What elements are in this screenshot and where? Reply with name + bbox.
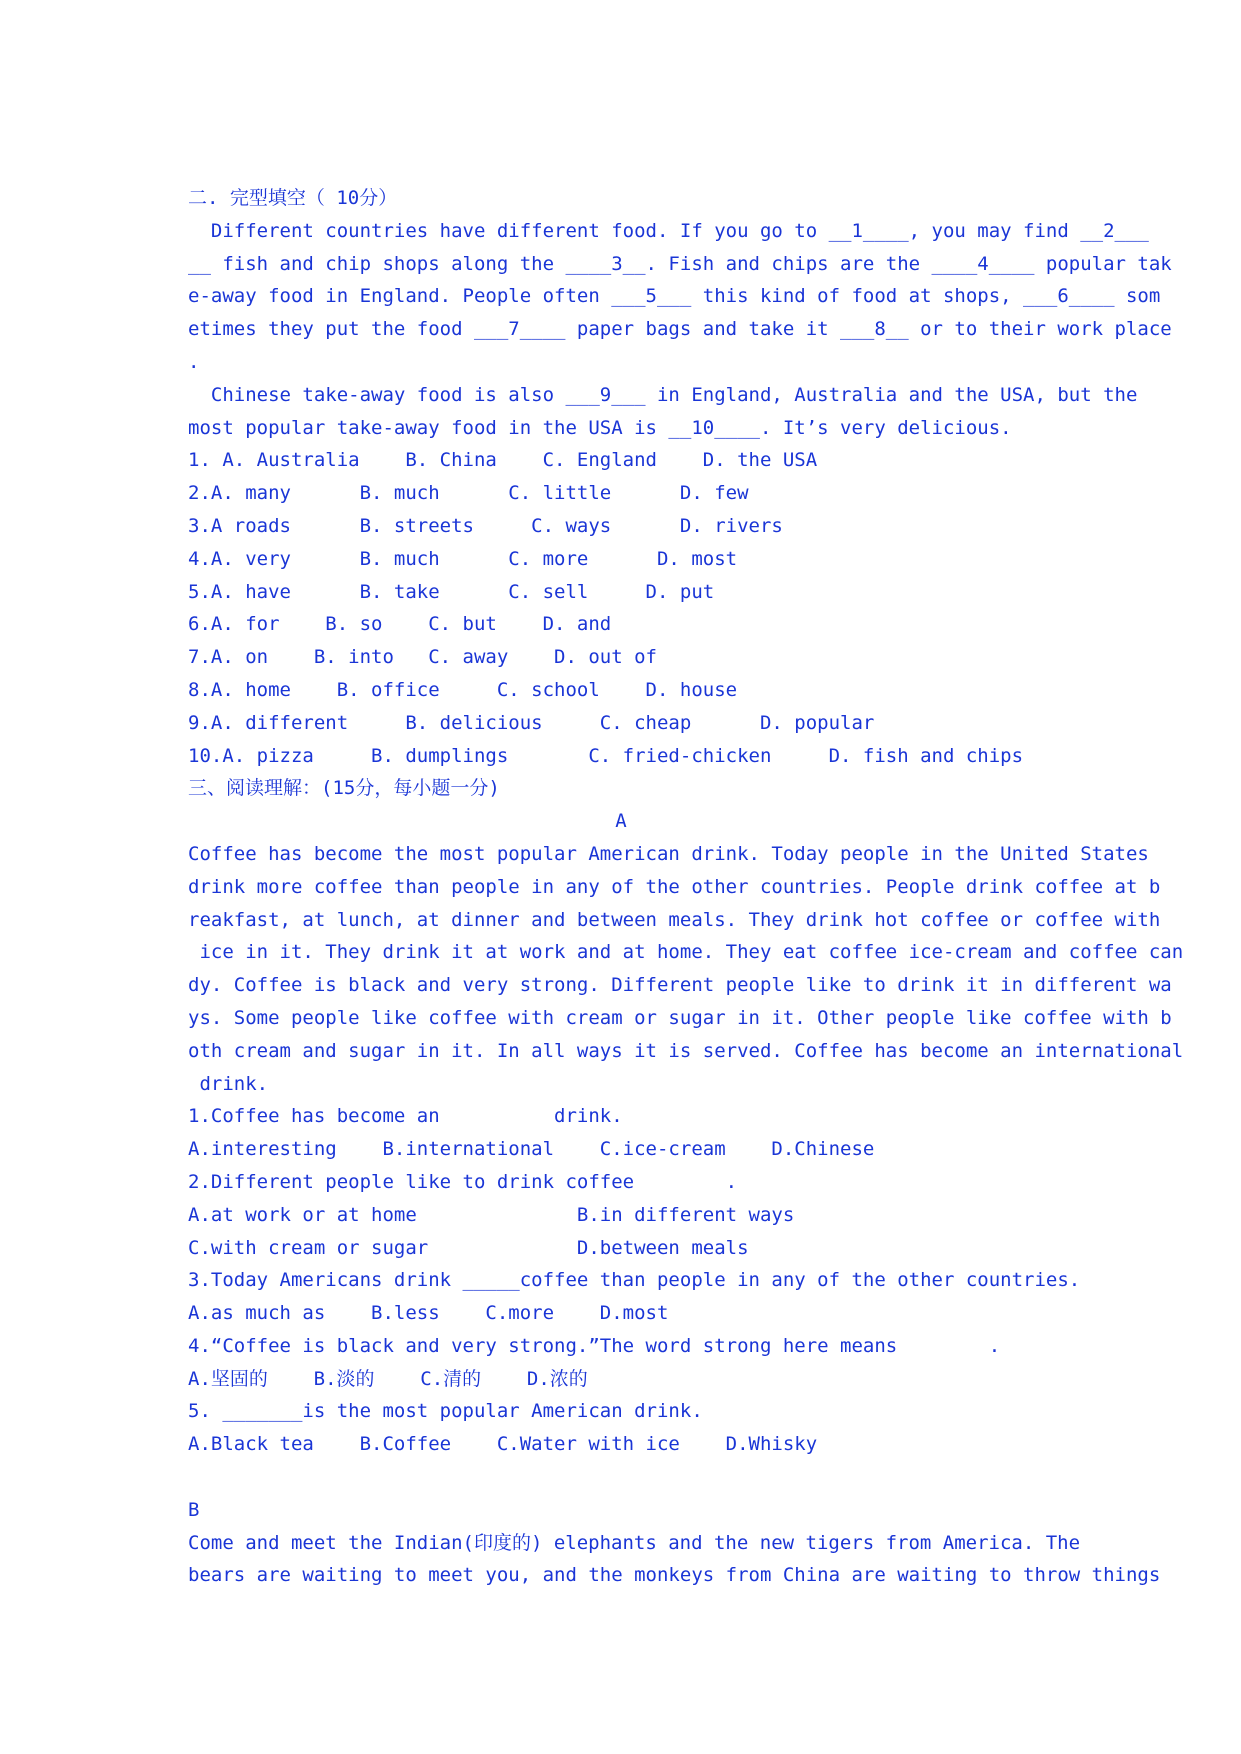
passage-line: ice in it. They drink it at work and at home. They eat coffee ice-cream and coffee can: [188, 941, 1184, 964]
reading-passage-b: [188, 1527, 1161, 1593]
question-line: 4.“Coffee is black and very strong.”The word strong here means .: [188, 1334, 1001, 1357]
option-line: A.as much as B.less C.more D.most: [188, 1302, 669, 1325]
passage-line: etimes they put the food ___7____ paper bags and take it ___8__ or to their work place: [188, 318, 1172, 341]
passage-line: Come and meet the Indian(印度的) elephants and the new tigers from America. The: [188, 1531, 1081, 1554]
option-line: A.at work or at home B.in different ways: [188, 1203, 795, 1226]
passage-b-label: B: [188, 1498, 200, 1521]
passage-line: __ fish and chip shops along the ____3__. Fish and chips are the ____4____ popular tak: [188, 252, 1172, 275]
reading-questions-a: [188, 1100, 1081, 1461]
blank-line: [188, 1461, 1054, 1494]
option-line: 6.A. for B. so C. but D. and: [188, 613, 612, 636]
passage-line: reakfast, at lunch, at dinner and between meals. They drink hot coffee or coffee with: [188, 908, 1161, 931]
option-line: A.Black tea B.Coffee C.Water with ice D.Whisky: [188, 1433, 818, 1456]
passage-line: e-away food in England. People often ___5___ this kind of food at shops, ___6____ som: [188, 285, 1161, 308]
section3-heading: 三、阅读理解：(15分，每小题一分): [188, 777, 500, 800]
passage-line: oth cream and sugar in it. In all ways it is served. Coffee has become an international: [188, 1039, 1184, 1062]
question-line: 2.Different people like to drink coffee .: [188, 1170, 738, 1193]
option-line: 7.A. on B. into C. away D. out of: [188, 646, 657, 669]
cloze-passage: [188, 215, 1172, 445]
document-page: [188, 182, 1184, 1592]
question-line: 1.Coffee has become an drink.: [188, 1105, 623, 1128]
reading-passage-a: [188, 838, 1184, 1100]
cloze-options: [188, 444, 1054, 772]
option-line: 4.A. very B. much C. more D. most: [188, 547, 738, 570]
passage-line: Coffee has become the most popular American drink. Today people in the United States: [188, 842, 1149, 865]
passage-line: drink more coffee than people in any of the other countries. People drink coffee at b: [188, 875, 1161, 898]
passage-line: ys. Some people like coffee with cream or sugar in it. Other people like coffee with b: [188, 1006, 1172, 1029]
passage-a-label: A: [615, 810, 627, 833]
passage-line: Chinese take-away food is also ___9___ in England, Australia and the USA, but the: [188, 383, 1138, 406]
option-line: 9.A. different B. delicious C. cheap D. popular: [188, 711, 875, 734]
passage-line: dy. Coffee is black and very strong. Different people like to drink it in different wa: [188, 974, 1172, 997]
option-line: 5.A. have B. take C. sell D. put: [188, 580, 715, 603]
question-line: 3.Today Americans drink _____coffee than people in any of the other countries.: [188, 1269, 1081, 1292]
passage-line: bears are waiting to meet you, and the monkeys from China are waiting to throw things: [188, 1564, 1161, 1587]
passage-line: drink.: [188, 1072, 269, 1095]
option-line: 2.A. many B. much C. little D. few: [188, 482, 749, 505]
option-line: 3.A roads B. streets C. ways D. rivers: [188, 514, 783, 537]
question-line: 5. _______is the most popular American drink.: [188, 1400, 703, 1423]
option-line: A.interesting B.international C.ice-cream D.Chinese: [188, 1138, 875, 1161]
passage-line: most popular take-away food in the USA is __10____. It’s very delicious.: [188, 416, 1012, 439]
option-line: 8.A. home B. office C. school D. house: [188, 678, 738, 701]
passage-line: Different countries have different food. If you go to __1____, you may find __2___: [188, 219, 1149, 242]
section2-heading: 二. 完型填空（ 10分）: [188, 187, 398, 209]
option-line: 10.A. pizza B. dumplings C. fried-chicken D. fish and chips: [188, 744, 1024, 767]
passage-line: .: [188, 350, 200, 373]
option-line: A.坚固的 B.淡的 C.清的 D.浓的: [188, 1367, 588, 1390]
option-line: C.with cream or sugar D.between meals: [188, 1236, 749, 1259]
option-line: 1. A. Australia B. China C. England D. the USA: [188, 449, 818, 472]
